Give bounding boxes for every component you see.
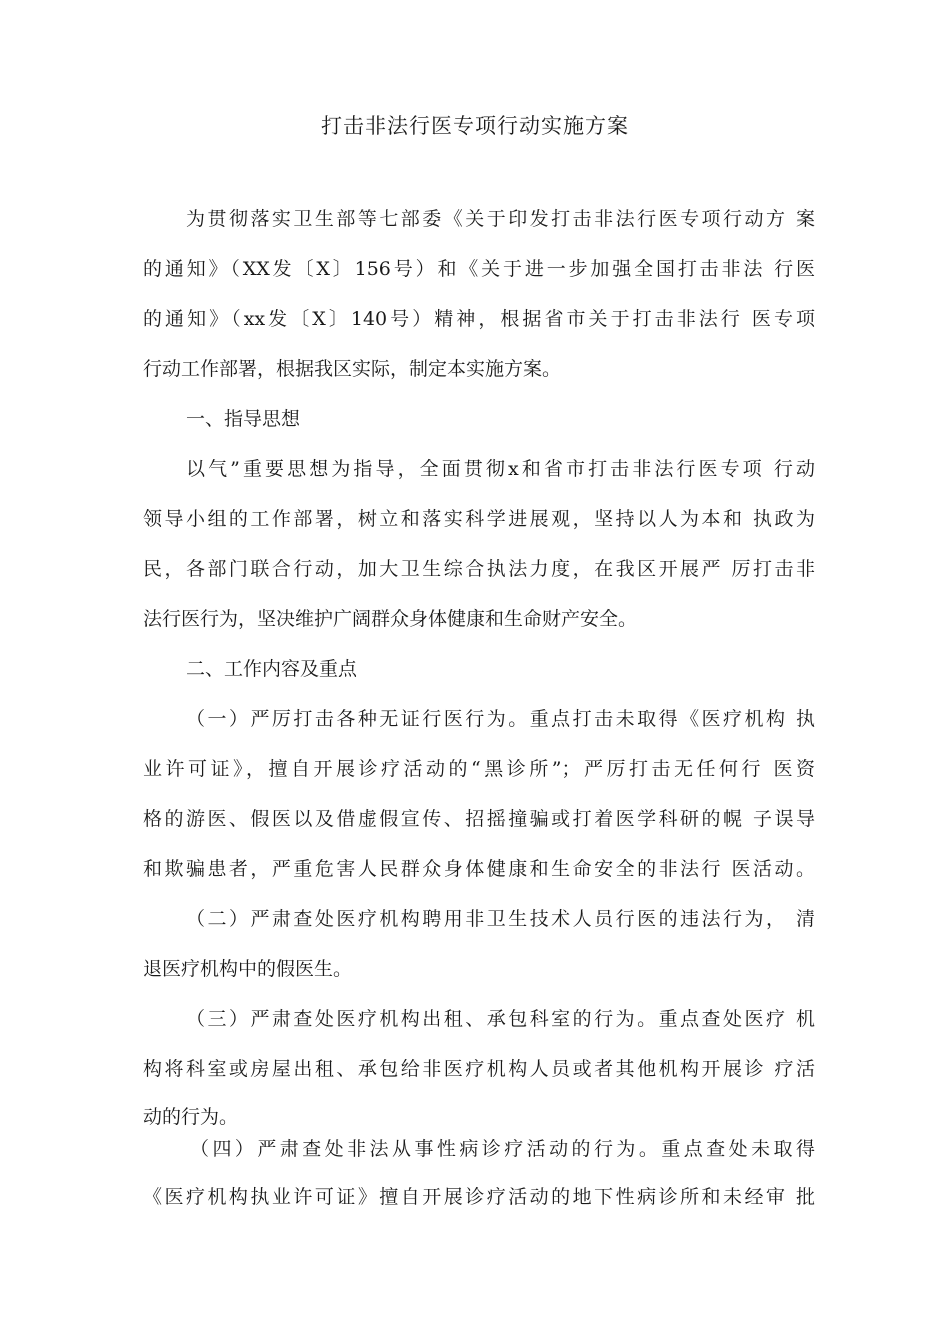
paragraph-line: 为贯彻落实卫生部等七部委《关于印发打击非法行医专项行动方 案 xyxy=(186,208,815,230)
paragraph-line: （三）严肃查处医疗机构出租、承包科室的行为。重点查处医疗 机 xyxy=(186,1008,815,1030)
paragraph-line: （二）严肃查处医疗机构聘用非卫生技术人员行医的违法行为， 清 xyxy=(186,908,815,930)
paragraph-line: 的通知》（XX发〔X〕156号）和《关于进一步加强全国打击非法 行医 xyxy=(143,258,815,280)
paragraph-line: 业许可证》，擅自开展诊疗活动的“黑诊所”；严厉打击无任何行 医资 xyxy=(143,758,815,780)
paragraph-line: 民，各部门联合行动，加大卫生综合执法力度，在我区开展严 厉打击非 xyxy=(143,558,815,580)
paragraph-line: 以气”重要思想为指导，全面贯彻x和省市打击非法行医专项 行动 xyxy=(186,458,815,480)
paragraph-line: 的通知》（xx发〔X〕140号）精神，根据省市关于打击非法行 医专项 xyxy=(143,308,815,330)
paragraph-line: 领导小组的工作部署，树立和落实科学进展观，坚持以人为本和 执政为 xyxy=(143,508,815,530)
paragraph-line: 《医疗机构执业许可证》擅自开展诊疗活动的地下性病诊所和未经审 批 xyxy=(143,1186,815,1208)
paragraph-line: 构将科室或房屋出租、承包给非医疗机构人员或者其他机构开展诊 疗活 xyxy=(143,1058,815,1080)
paragraph-line: （四）严肃查处非法从事性病诊疗活动的行为。重点查处未取得 xyxy=(190,1138,815,1160)
paragraph-line: （一）严厉打击各种无证行医行为。重点打击未取得《医疗机构 执 xyxy=(186,708,815,730)
section-heading: 一、指导思想 xyxy=(186,408,301,430)
paragraph-line: 和欺骗患者，严重危害人民群众身体健康和生命安全的非法行 医活动。 xyxy=(143,858,815,880)
section-heading: 二、工作内容及重点 xyxy=(186,658,358,680)
document-title: 打击非法行医专项行动实施方案 xyxy=(321,114,629,138)
paragraph-line: 动的行为。 xyxy=(143,1106,239,1128)
paragraph-line: 行动工作部署，根据我区实际，制定本实施方案。 xyxy=(143,358,562,380)
paragraph-line: 退医疗机构中的假医生。 xyxy=(143,958,353,980)
paragraph-line: 格的游医、假医以及借虚假宣传、招摇撞骗或打着医学科研的幌 子误导 xyxy=(143,808,815,830)
paragraph-line: 法行医行为，坚决维护广阔群众身体健康和生命财产安全。 xyxy=(143,608,638,630)
